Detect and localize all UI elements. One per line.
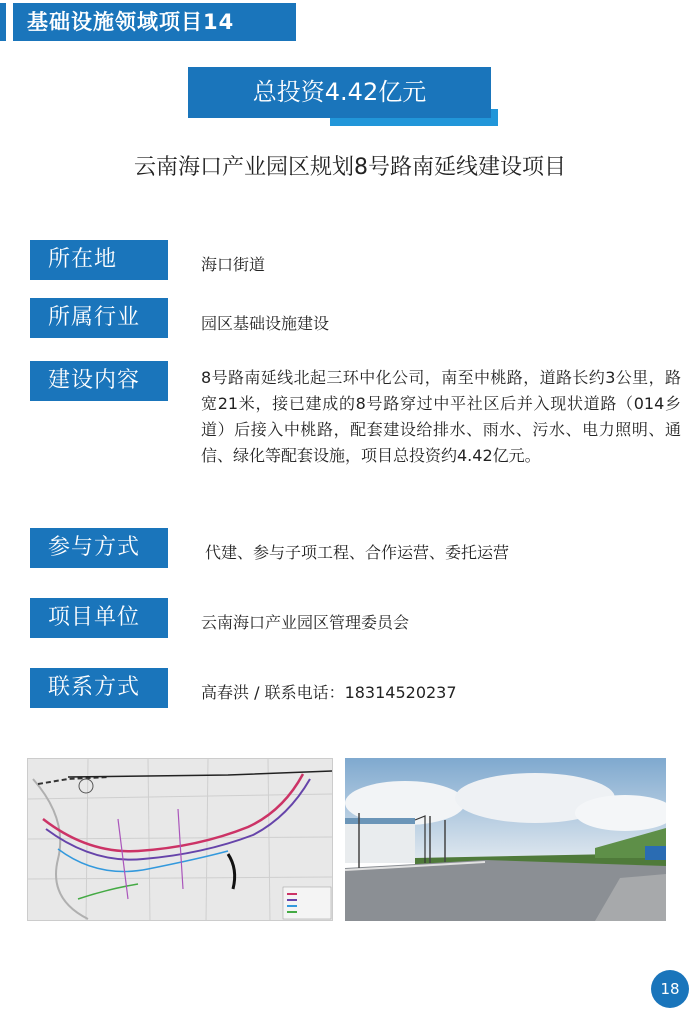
road-site-photo xyxy=(345,758,666,921)
value-unit: 云南海口产业园区管理委员会 xyxy=(201,613,410,632)
value-content: 8号路南延线北起三环中化公司，南至中桃路，道路长约3公里，路宽21米，接已建成的8号路穿过中平社区后并入现状道路（014乡道）后接入中桃路，配套建设给排水、雨水、污水、电力照明、通信、绿化等配套设施，项目总投资约4.42亿元。 xyxy=(201,368,681,465)
label-location: 所在地 xyxy=(30,240,168,280)
label-content: 建设内容 xyxy=(30,361,168,401)
label-unit: 项目单位 xyxy=(30,598,168,638)
label-industry: 所属行业 xyxy=(30,298,168,338)
label-participation: 参与方式 xyxy=(30,528,168,568)
header-accent-bar xyxy=(0,3,6,41)
value-industry: 园区基础设施建设 xyxy=(201,314,330,333)
section-header: 基础设施领域项目14 xyxy=(13,3,296,41)
value-location: 海口街道 xyxy=(201,255,266,274)
total-investment-badge: 总投资4.42亿元 xyxy=(188,67,491,118)
project-title: 云南海口产业园区规划8号路南延线建设项目 xyxy=(134,155,566,180)
value-participation: 代建、参与子项工程、合作运营、委托运营 xyxy=(205,543,510,562)
value-contact: 高春洪 / 联系电话：18314520237 xyxy=(201,683,457,702)
label-contact: 联系方式 xyxy=(30,668,168,708)
page-number: 18 xyxy=(651,970,689,1008)
planning-map-image xyxy=(27,758,333,921)
